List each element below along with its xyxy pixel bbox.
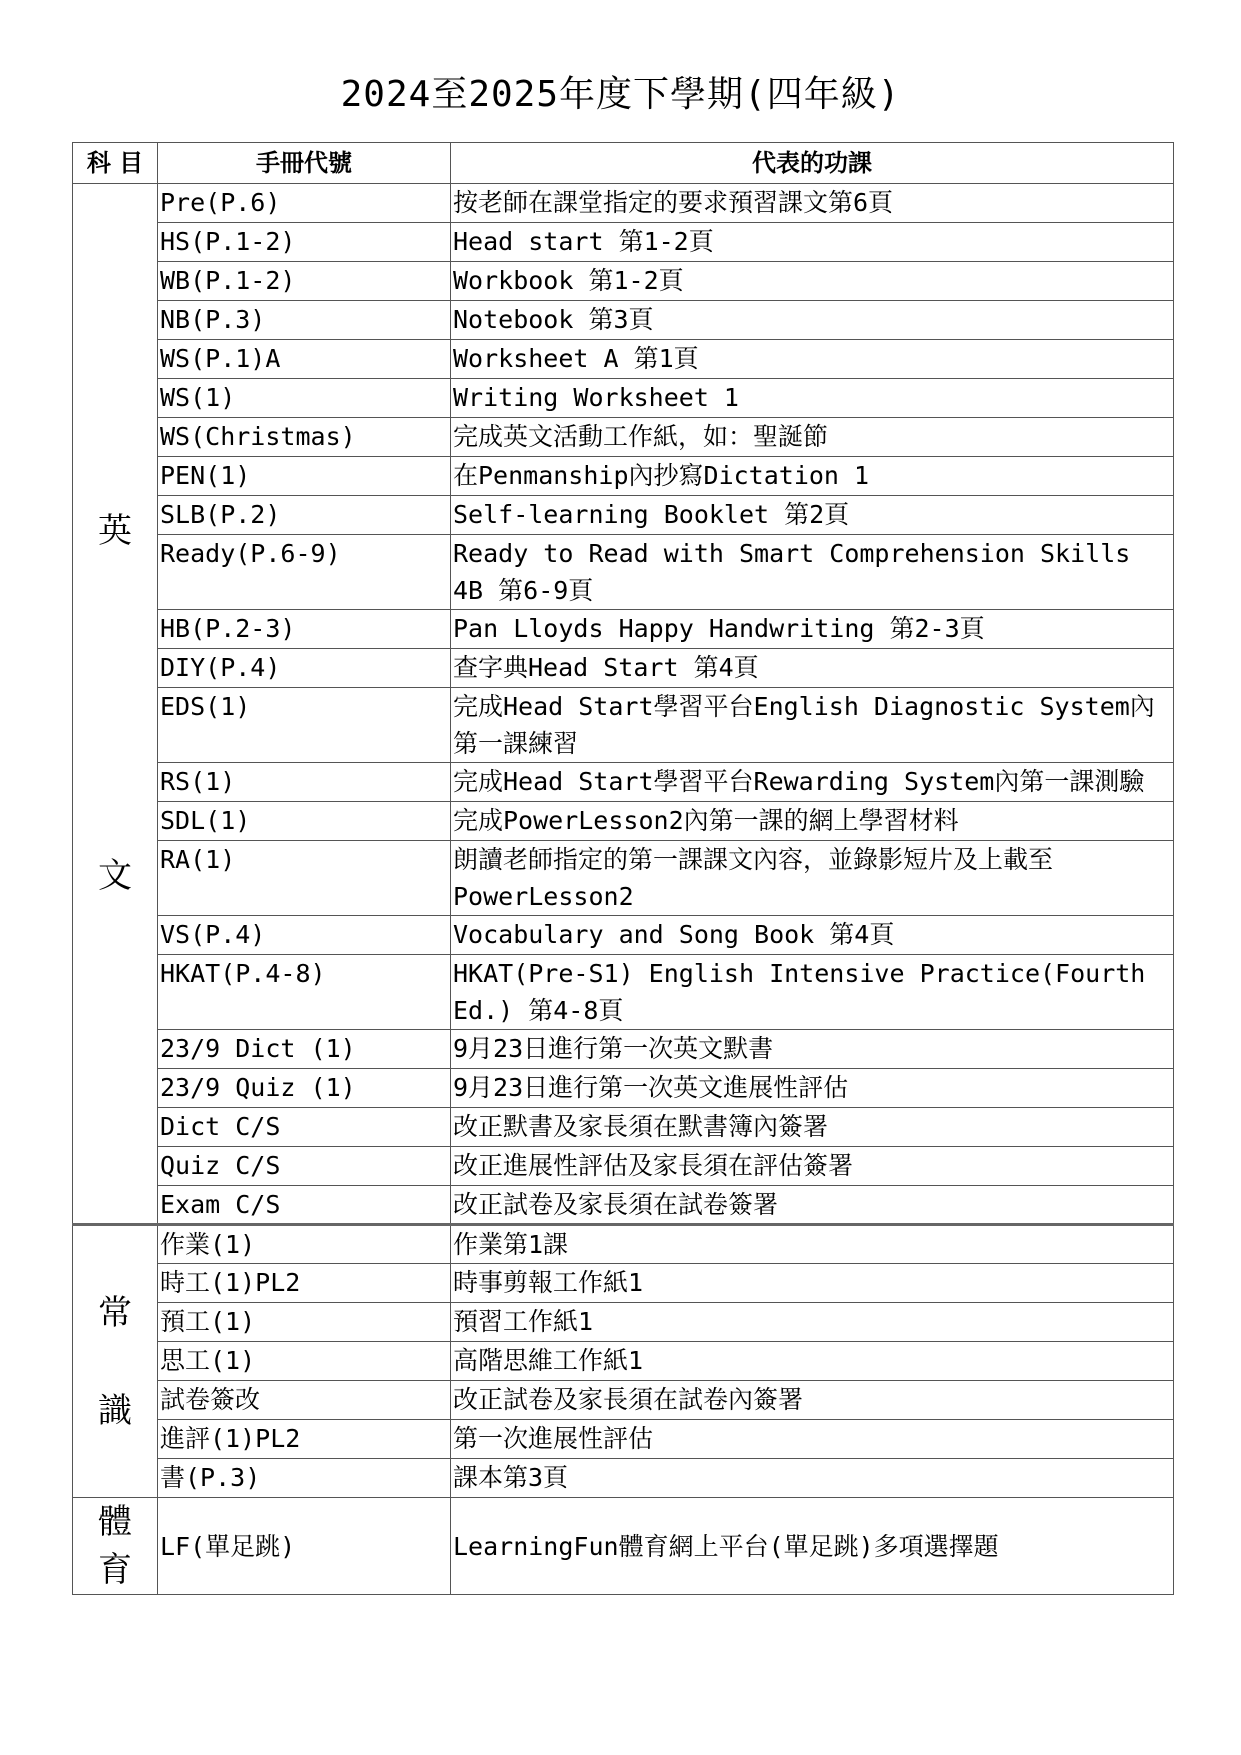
code-cell: 作業(1) xyxy=(158,1225,451,1264)
table-header-row xyxy=(73,143,1174,184)
meaning-cell: Ready to Read with Smart Comprehension Skills 4B 第6-9頁 xyxy=(451,535,1174,610)
table-row xyxy=(73,1459,1174,1498)
meaning-cell: 完成英文活動工作紙，如：聖誕節 xyxy=(451,418,1174,457)
code-cell: Exam C/S xyxy=(158,1186,451,1225)
table-row xyxy=(73,262,1174,301)
meaning-cell: 預習工作紙1 xyxy=(451,1303,1174,1342)
subject-char: 英 xyxy=(98,511,132,551)
table-row xyxy=(73,418,1174,457)
subject-char: 識 xyxy=(98,1390,132,1431)
code-cell: WS(1) xyxy=(158,379,451,418)
code-cell: RS(1) xyxy=(158,763,451,802)
code-cell: RA(1) xyxy=(158,841,451,916)
code-cell: WS(Christmas) xyxy=(158,418,451,457)
meaning-cell: Notebook 第3頁 xyxy=(451,301,1174,340)
header-code: 手冊代號 xyxy=(158,143,451,184)
header-subject: 科 目 xyxy=(73,143,158,184)
table-row xyxy=(73,184,1174,223)
code-cell: HB(P.2-3) xyxy=(158,610,451,649)
code-cell: SDL(1) xyxy=(158,802,451,841)
table-row xyxy=(73,223,1174,262)
subject-label xyxy=(73,1498,157,1594)
code-cell: WB(P.1-2) xyxy=(158,262,451,301)
code-cell: 23/9 Dict (1) xyxy=(158,1030,451,1069)
table-row xyxy=(73,1108,1174,1147)
meaning-cell: 高階思維工作紙1 xyxy=(451,1342,1174,1381)
table-row xyxy=(73,457,1174,496)
subject-char: 文 xyxy=(98,856,132,896)
code-cell: HKAT(P.4-8) xyxy=(158,955,451,1030)
code-cell: HS(P.1-2) xyxy=(158,223,451,262)
meaning-cell: 完成PowerLesson2內第一課的網上學習材料 xyxy=(451,802,1174,841)
meaning-cell: 作業第1課 xyxy=(451,1225,1174,1264)
code-cell: LF(單足跳) xyxy=(158,1498,451,1595)
table-row xyxy=(73,649,1174,688)
code-cell: EDS(1) xyxy=(158,688,451,763)
code-cell: WS(P.1)A xyxy=(158,340,451,379)
meaning-cell: 課本第3頁 xyxy=(451,1459,1174,1498)
table-row xyxy=(73,688,1174,763)
code-cell: 思工(1) xyxy=(158,1342,451,1381)
meaning-cell: 朗讀老師指定的第一課課文內容，並錄影短片及上載至PowerLesson2 xyxy=(451,841,1174,916)
meaning-cell: Self-learning Booklet 第2頁 xyxy=(451,496,1174,535)
table-row xyxy=(73,802,1174,841)
table-row xyxy=(73,1069,1174,1108)
table-row xyxy=(73,763,1174,802)
meaning-cell: LearningFun體育網上平台(單足跳)多項選擇題 xyxy=(451,1498,1174,1595)
code-cell: 23/9 Quiz (1) xyxy=(158,1069,451,1108)
subject-label xyxy=(73,1264,157,1460)
meaning-cell: 時事剪報工作紙1 xyxy=(451,1264,1174,1303)
table-row xyxy=(73,1225,1174,1264)
meaning-cell: 在Penmanship內抄寫Dictation 1 xyxy=(451,457,1174,496)
meaning-cell: Pan Lloyds Happy Handwriting 第2-3頁 xyxy=(451,610,1174,649)
code-cell: 書(P.3) xyxy=(158,1459,451,1498)
meaning-cell: 完成Head Start學習平台English Diagnostic System內第一課練習 xyxy=(451,688,1174,763)
subject-char: 常 xyxy=(98,1292,132,1333)
code-cell: Pre(P.6) xyxy=(158,184,451,223)
table-row xyxy=(73,1381,1174,1420)
table-row xyxy=(73,1186,1174,1225)
table-row xyxy=(73,1264,1174,1303)
code-cell: 預工(1) xyxy=(158,1303,451,1342)
code-cell: Dict C/S xyxy=(158,1108,451,1147)
table-row xyxy=(73,610,1174,649)
code-cell: SLB(P.2) xyxy=(158,496,451,535)
meaning-cell: 改正試卷及家長須在試卷簽署 xyxy=(451,1186,1174,1225)
code-cell: VS(P.4) xyxy=(158,916,451,955)
homework-code-table xyxy=(72,142,1174,1595)
table-row xyxy=(73,916,1174,955)
meaning-cell: 查字典Head Start 第4頁 xyxy=(451,649,1174,688)
meaning-cell: Worksheet A 第1頁 xyxy=(451,340,1174,379)
meaning-cell: Vocabulary and Song Book 第4頁 xyxy=(451,916,1174,955)
subject-char: 體 xyxy=(98,1502,132,1542)
meaning-cell: 完成Head Start學習平台Rewarding System內第一課測驗 xyxy=(451,763,1174,802)
meaning-cell: 9月23日進行第一次英文默書 xyxy=(451,1030,1174,1069)
table-row xyxy=(73,1342,1174,1381)
subject-char: 育 xyxy=(98,1550,132,1590)
meaning-cell: 改正進展性評估及家長須在評估簽署 xyxy=(451,1147,1174,1186)
subject-cell-english xyxy=(73,184,158,1225)
table-row xyxy=(73,1303,1174,1342)
meaning-cell: Writing Worksheet 1 xyxy=(451,379,1174,418)
code-cell: PEN(1) xyxy=(158,457,451,496)
meaning-cell: 按老師在課堂指定的要求預習課文第6頁 xyxy=(451,184,1174,223)
code-cell: DIY(P.4) xyxy=(158,649,451,688)
table-row xyxy=(73,1420,1174,1459)
code-cell: Ready(P.6-9) xyxy=(158,535,451,610)
code-cell: 進評(1)PL2 xyxy=(158,1420,451,1459)
code-cell: 時工(1)PL2 xyxy=(158,1264,451,1303)
table-row xyxy=(73,301,1174,340)
code-cell: 試卷簽改 xyxy=(158,1381,451,1420)
code-cell: NB(P.3) xyxy=(158,301,451,340)
meaning-cell: 第一次進展性評估 xyxy=(451,1420,1174,1459)
subject-cell-physical-education xyxy=(73,1498,158,1595)
code-cell: Quiz C/S xyxy=(158,1147,451,1186)
table-row xyxy=(73,1498,1174,1595)
table-row xyxy=(73,841,1174,916)
table-row xyxy=(73,1147,1174,1186)
table-row xyxy=(73,496,1174,535)
subject-label xyxy=(73,359,157,1049)
table-row xyxy=(73,955,1174,1030)
meaning-cell: Workbook 第1-2頁 xyxy=(451,262,1174,301)
header-meaning: 代表的功課 xyxy=(451,143,1174,184)
subject-cell-general-studies xyxy=(73,1225,158,1498)
meaning-cell: 改正試卷及家長須在試卷內簽署 xyxy=(451,1381,1174,1420)
meaning-cell: HKAT(Pre-S1) English Intensive Practice(Fourth Ed.) 第4-8頁 xyxy=(451,955,1174,1030)
table-row xyxy=(73,379,1174,418)
table-row xyxy=(73,1030,1174,1069)
meaning-cell: 9月23日進行第一次英文進展性評估 xyxy=(451,1069,1174,1108)
table-row xyxy=(73,535,1174,610)
meaning-cell: Head start 第1-2頁 xyxy=(451,223,1174,262)
page-title: 2024至2025年度下學期(四年級) xyxy=(340,74,901,115)
meaning-cell: 改正默書及家長須在默書簿內簽署 xyxy=(451,1108,1174,1147)
table-row xyxy=(73,340,1174,379)
